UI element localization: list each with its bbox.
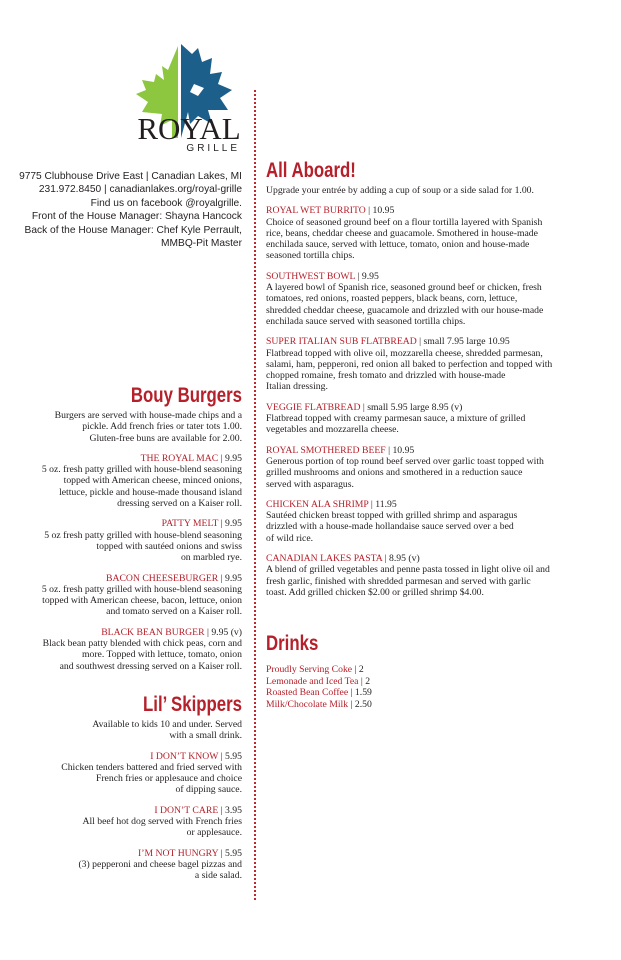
intro-line: Gluten-free buns are available for 2.00. <box>89 432 242 444</box>
item-price: | 5.95 <box>220 847 242 859</box>
bouy-burgers-section <box>0 384 242 672</box>
menu-item-patty-melt <box>0 518 242 563</box>
drink-price: | 2.50 <box>350 698 372 710</box>
section-title-bouy-burgers: Bouy Burgers <box>130 384 242 407</box>
item-desc-line: French fries or applesauce and choice <box>95 773 242 785</box>
section-title-drinks: Drinks <box>266 632 319 655</box>
menu-item-chicken-ala-shrimp <box>266 499 596 544</box>
menu-item-royal-smothered-beef <box>266 445 596 490</box>
item-desc-line: dressing served on a Kaiser roll. <box>117 498 242 510</box>
dotted-divider <box>254 90 256 900</box>
contact-line: 231.972.8450 | canadianlakes.org/royal-grille <box>38 184 242 196</box>
item-desc-line: of wild rice. <box>266 532 314 544</box>
item-desc-line: Generous portion of top round beef served over garlic toast topped with <box>266 455 544 467</box>
item-desc-line: 5 oz. fresh patty grilled with house-blend seasoning <box>41 583 242 595</box>
item-desc-line: Flatbread topped with creamy parmesan sauce, a mixture of grilled <box>266 413 526 425</box>
item-name: VEGGIE FLATBREAD <box>266 401 361 413</box>
item-desc-line: topped with American cheese, minced onions, <box>63 475 242 487</box>
item-desc-line: enchilada sauce, served with lettuce, tomato, onion and house-made <box>266 239 530 251</box>
item-desc-line: shredded cheddar cheese, guacamole and drizzled with our house-made <box>266 304 544 316</box>
menu-item-im-not-hungry <box>0 848 242 882</box>
drinks-section <box>266 632 596 710</box>
menu-item-veggie-flatbread <box>266 402 596 436</box>
drink-item <box>266 687 596 699</box>
item-desc-line: 5 oz fresh patty grilled with house-blend seasoning <box>44 529 242 541</box>
item-desc-line: topped with sautéed onions and swiss <box>96 540 242 552</box>
item-price: | 9.95 <box>357 270 379 282</box>
item-name: SUPER ITALIAN SUB FLATBREAD <box>266 336 417 348</box>
item-desc-line: salami, ham, pepperoni, red onion all baked to perfection and topped with <box>266 358 553 370</box>
drink-name: Milk/Chocolate Milk <box>266 698 349 710</box>
section-intro: Upgrade your entrée by adding a cup of soup or a side salad for 1.00. <box>266 185 534 196</box>
section-intro <box>0 410 242 444</box>
brand-name: ROYAL <box>137 111 241 146</box>
drink-item <box>266 676 596 688</box>
section-intro <box>0 719 242 742</box>
item-name: ROYAL SMOTHERED BEEF <box>266 444 386 456</box>
item-desc-line: A blend of grilled vegetables and penne pasta tossed in light olive oil and <box>266 564 550 576</box>
drinks-list <box>266 664 596 710</box>
item-desc-line: drizzled with a house-made hollandaise sauce served over a bed <box>266 521 514 533</box>
item-desc-line: All beef hot dog served with French fries <box>82 816 242 828</box>
drink-name: Roasted Bean Coffee <box>266 687 349 699</box>
drink-price: | 2 <box>360 675 371 687</box>
item-price: | 9.95 <box>220 572 242 584</box>
item-price: | 9.95 <box>220 452 242 464</box>
contact-block <box>2 170 242 250</box>
item-desc-line: 5 oz. fresh patty grilled with house-blend seasoning <box>41 464 242 476</box>
menu-item-southwest-bowl <box>266 271 596 327</box>
item-desc-line: A layered bowl of Spanish rice, seasoned ground beef or chicken, fresh <box>266 282 542 294</box>
item-desc-line: topped with American cheese, bacon, lettuce, onion <box>42 595 242 607</box>
item-price: | 10.95 <box>368 205 395 217</box>
item-desc-line: (3) pepperoni and cheese bagel pizzas and <box>78 858 242 870</box>
item-desc-line: Choice of seasoned ground beef on a flour tortilla layered with Spanish <box>266 216 543 228</box>
intro-line: with a small drink. <box>169 730 242 742</box>
menu-item-i-dont-care <box>0 805 242 839</box>
item-desc-line: a side salad. <box>194 870 242 882</box>
item-name: I DON’T KNOW <box>150 750 219 762</box>
contact-line: MMBQ-Pit Master <box>161 238 242 250</box>
item-price: | 9.95 (v) <box>206 626 242 638</box>
item-name: PATTY MELT <box>161 518 219 530</box>
menu-item-i-dont-know <box>0 751 242 796</box>
menu-item-super-italian-sub-flatbread <box>266 336 596 392</box>
item-desc-line: served with asparagus. <box>266 478 354 490</box>
intro-line: pickle. Add french fries or tater tots 1.00. <box>82 421 242 433</box>
item-desc-line: fresh garlic, finished with shredded parmesan and served with garlic <box>266 575 531 587</box>
item-price: | 9.95 <box>220 518 242 530</box>
drink-item <box>266 664 596 676</box>
menu-item-black-bean-burger <box>0 627 242 672</box>
item-desc-line: or applesauce. <box>186 827 242 839</box>
item-name: BACON CHEESEBURGER <box>106 572 219 584</box>
item-desc-line: Black bean patty blended with chick peas, corn and <box>42 638 242 650</box>
section-title-lil-skippers: Lil’ Skippers <box>143 693 242 716</box>
item-desc-line: Flatbread topped with olive oil, mozzarella cheese, shredded parmesan, <box>266 347 543 359</box>
item-desc-line: Italian dressing. <box>266 381 328 393</box>
drink-name: Proudly Serving Coke <box>266 664 353 675</box>
item-name: CHICKEN ALA SHRIMP <box>266 498 369 510</box>
menu-item-canadian-lakes-pasta <box>266 553 596 598</box>
contact-line: Find us on facebook @royalgrille. <box>90 197 242 209</box>
item-name: THE ROYAL MAC <box>140 452 219 464</box>
item-price: | small 5.95 large 8.95 (v) <box>362 401 463 413</box>
lil-skippers-section <box>0 693 242 882</box>
item-name: I DON’T CARE <box>154 804 219 816</box>
item-desc-line: rice, beans, cheddar cheese and guacamole. Smothered in house-made <box>266 227 538 239</box>
item-desc-line: and tomato served on a Kaiser roll. <box>106 606 242 618</box>
drink-price: | 1.59 <box>350 687 372 699</box>
section-title-all-aboard: All Aboard! <box>266 159 356 182</box>
item-name: SOUTHWEST BOWL <box>266 270 356 282</box>
item-desc-line: of dipping sauce. <box>175 784 242 796</box>
item-desc-line: grilled mushrooms and onions and smothered in a reduction sauce <box>266 467 523 479</box>
item-desc-line: on marbled rye. <box>180 552 242 564</box>
item-desc-line: more. Topped with lettuce, tomato, onion <box>81 649 242 661</box>
contact-line: Front of the House Manager: Shayna Hancock <box>31 211 242 223</box>
item-desc-line: Chicken tenders battered and fried served with <box>61 761 242 773</box>
intro-line: Burgers are served with house-made chips and a <box>54 410 242 421</box>
item-desc-line: toast. Add grilled chicken $2.00 or grilled shrimp $4.00. <box>266 586 484 598</box>
contact-line: Back of the House Manager: Chef Kyle Perrault, <box>24 224 242 236</box>
intro-line: Available to kids 10 and under. Served <box>92 719 242 730</box>
item-desc-line: lettuce, pickle and house-made thousand island <box>59 486 242 498</box>
item-price: | 8.95 (v) <box>384 553 420 565</box>
item-price: | 11.95 <box>370 498 397 510</box>
item-name: I’M NOT HUNGRY <box>138 847 219 859</box>
contact-line: 9775 Clubhouse Drive East | Canadian Lakes, MI <box>19 171 242 182</box>
item-desc-line: Sautéed chicken breast topped with grilled shrimp and asparagus <box>266 510 518 522</box>
brand-sub: GRILLE <box>186 143 240 154</box>
item-name: CANADIAN LAKES PASTA <box>266 553 383 565</box>
item-price: | small 7.95 large 10.95 <box>419 336 510 348</box>
menu-item-royal-mac <box>0 453 242 509</box>
item-desc-line: enchilada sauce served with seasoned tortilla chips. <box>266 315 466 327</box>
drink-price: | 2 <box>354 664 364 675</box>
menu-item-royal-wet-burrito <box>266 205 596 261</box>
item-name: BLACK BEAN BURGER <box>101 626 205 638</box>
drink-name: Lemonade and Iced Tea <box>266 675 359 687</box>
item-desc-line: tomatoes, red onions, roasted peppers, black beans, corn, lettuce, <box>266 293 518 305</box>
item-price: | 10.95 <box>388 444 415 456</box>
all-aboard-section <box>266 159 596 598</box>
item-desc-line: and southwest dressing served on a Kaiser roll. <box>59 660 242 672</box>
item-name: ROYAL WET BURRITO <box>266 205 366 217</box>
item-desc-line: chopped romaine, fresh tomato and drizzled with house-made <box>266 370 506 382</box>
item-desc-line: seasoned tortilla chips. <box>266 250 355 262</box>
item-price: | 3.95 <box>220 804 242 816</box>
item-price: | 5.95 <box>220 750 242 762</box>
item-desc-line: vegetables and mozzarella cheese. <box>266 424 399 436</box>
menu-item-bacon-cheeseburger <box>0 573 242 618</box>
drink-item <box>266 699 596 711</box>
